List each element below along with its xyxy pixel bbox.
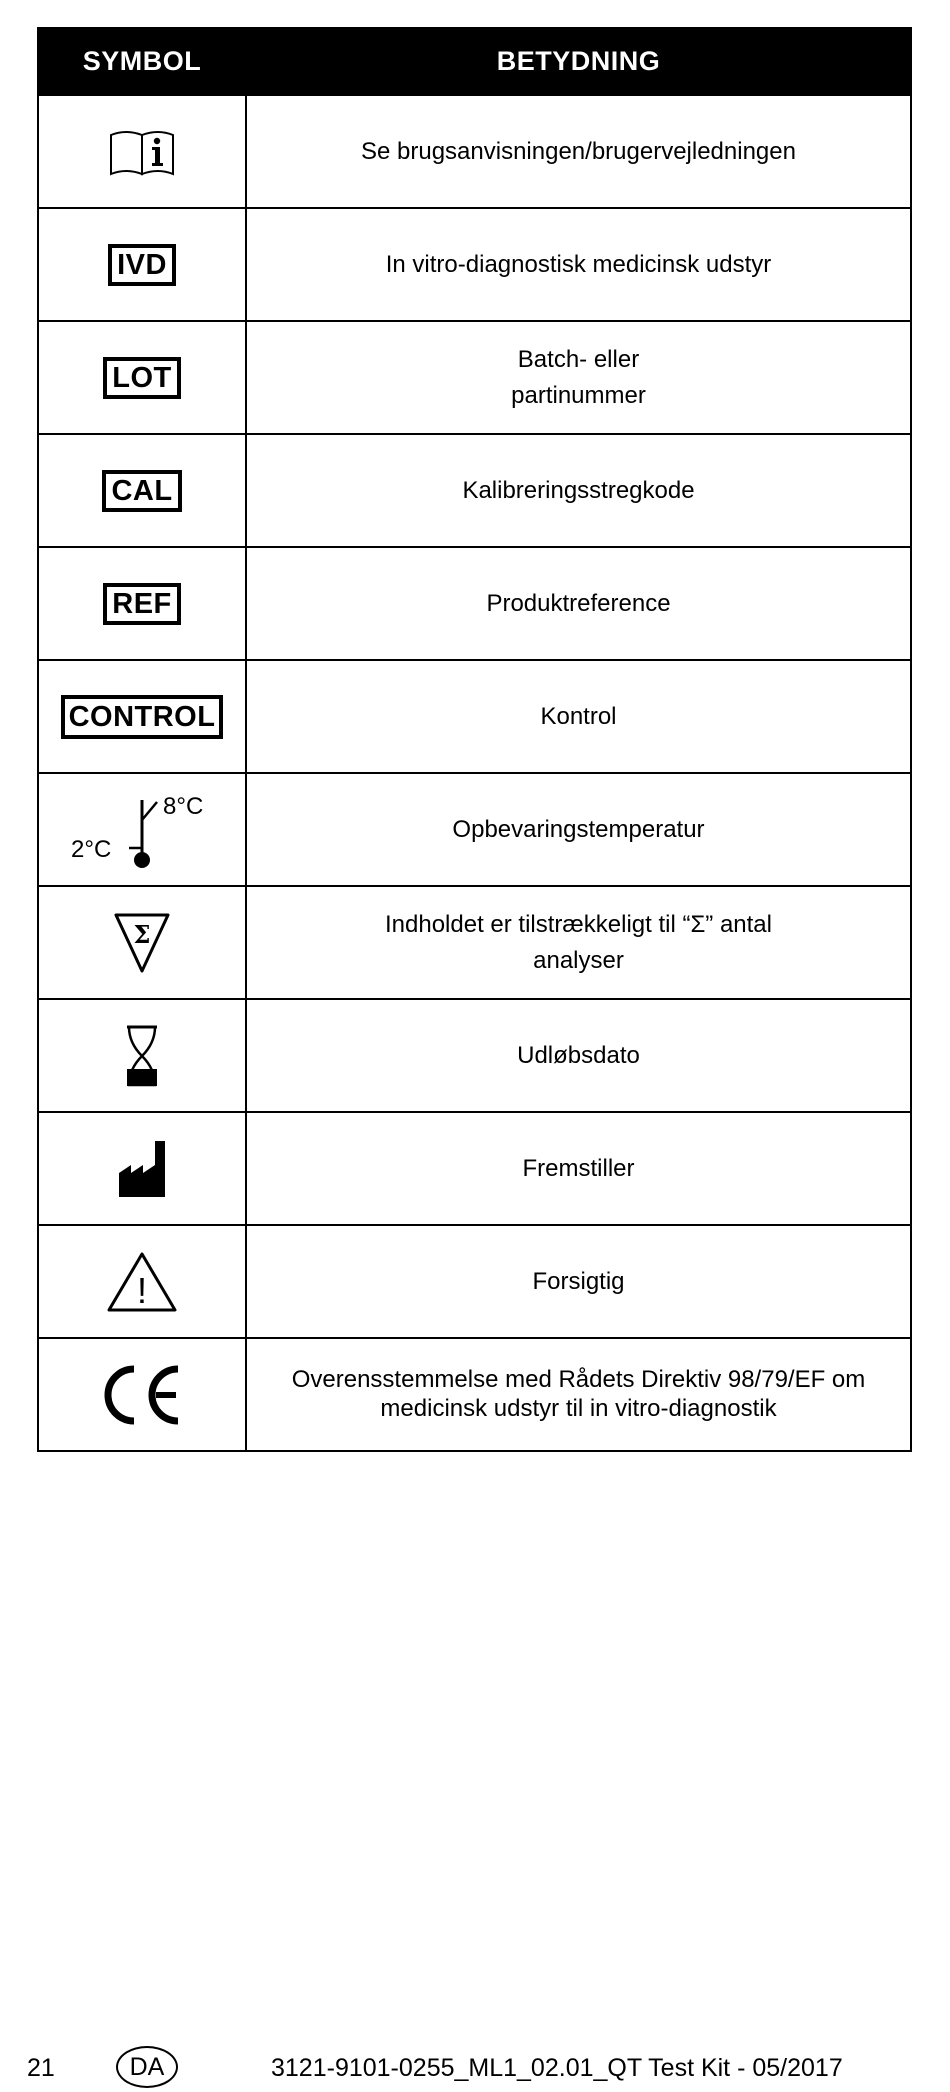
thermometer-icon	[67, 790, 217, 870]
table-row	[38, 321, 911, 434]
table-row	[38, 1225, 911, 1338]
symbol-cell	[38, 208, 246, 321]
table-row	[38, 773, 911, 886]
sigma-glyph: Σ	[133, 919, 151, 949]
meaning-cell: Se brugsanvisningen/brugervejledningen	[246, 95, 911, 208]
meaning-cell: In vitro-diagnostisk medicinsk udstyr	[246, 208, 911, 321]
symbol-cell	[38, 660, 246, 773]
table-row	[38, 660, 911, 773]
meaning-cell	[246, 886, 911, 999]
meaning-cell: Kontrol	[246, 660, 911, 773]
table-row	[38, 434, 911, 547]
lot-label-icon: LOT	[103, 357, 181, 399]
meaning-cell	[246, 321, 911, 434]
table-row	[38, 95, 911, 208]
meaning-line: Indholdet er tilstrækkeligt til “Σ” antal	[385, 910, 772, 938]
meaning-line: analyser	[533, 946, 624, 974]
meaning-cell: Udløbsdato	[246, 999, 911, 1112]
table-row	[38, 547, 911, 660]
temp-low-label: 2°C	[71, 835, 112, 863]
cal-label-icon: CAL	[102, 470, 181, 512]
symbol-cell	[38, 886, 246, 999]
meaning-line: Batch- eller	[517, 345, 640, 373]
instructions-book-icon	[109, 127, 175, 177]
factory-icon	[117, 1139, 167, 1199]
exclamation-glyph: !	[136, 1269, 148, 1311]
meaning-cell: Forsigtig	[246, 1225, 911, 1338]
symbol-cell	[38, 773, 246, 886]
symbol-cell	[38, 95, 246, 208]
symbol-cell	[38, 999, 246, 1112]
meaning-cell: Opbevaringstemperatur	[246, 773, 911, 886]
temp-high-label: 8°C	[163, 792, 204, 820]
meaning-cell: Fremstiller	[246, 1112, 911, 1225]
meaning-cell	[246, 1338, 911, 1451]
symbol-table	[37, 27, 912, 1452]
table-row	[38, 886, 911, 999]
meaning-line: Overensstemmelse med Rådets Direktiv 98/79/EF om	[291, 1365, 866, 1393]
header-symbol: SYMBOL	[38, 28, 246, 95]
meaning-cell: Kalibreringsstregkode	[246, 434, 911, 547]
meaning-line: partinummer	[511, 381, 646, 409]
warning-triangle-icon	[106, 1251, 178, 1313]
language-badge: DA	[116, 2046, 178, 2088]
symbol-cell	[38, 1112, 246, 1225]
header-meaning: BETYDNING	[246, 28, 911, 95]
symbol-cell	[38, 547, 246, 660]
symbol-cell	[38, 321, 246, 434]
page-footer	[0, 2046, 950, 2090]
table-row	[38, 1338, 911, 1451]
ivd-label-icon: IVD	[108, 244, 176, 286]
symbol-cell	[38, 1225, 246, 1338]
document-id: 3121-9101-0255_ML1_02.01_QT Test Kit - 05/2017	[271, 2054, 843, 2082]
symbol-cell	[38, 1338, 246, 1451]
ce-mark-icon	[100, 1363, 184, 1427]
meaning-line: medicinsk udstyr til in vitro-diagnostik	[380, 1394, 777, 1422]
meaning-cell: Produktreference	[246, 547, 911, 660]
hourglass-icon	[124, 1025, 160, 1087]
page-number: 21	[27, 2054, 55, 2082]
table-row	[38, 1112, 911, 1225]
ref-label-icon: REF	[103, 583, 181, 625]
table-row	[38, 999, 911, 1112]
control-label-icon: CONTROL	[61, 695, 224, 739]
sigma-triangle-icon	[113, 912, 171, 974]
table-row	[38, 208, 911, 321]
table-header-row	[38, 28, 911, 95]
symbol-cell	[38, 434, 246, 547]
